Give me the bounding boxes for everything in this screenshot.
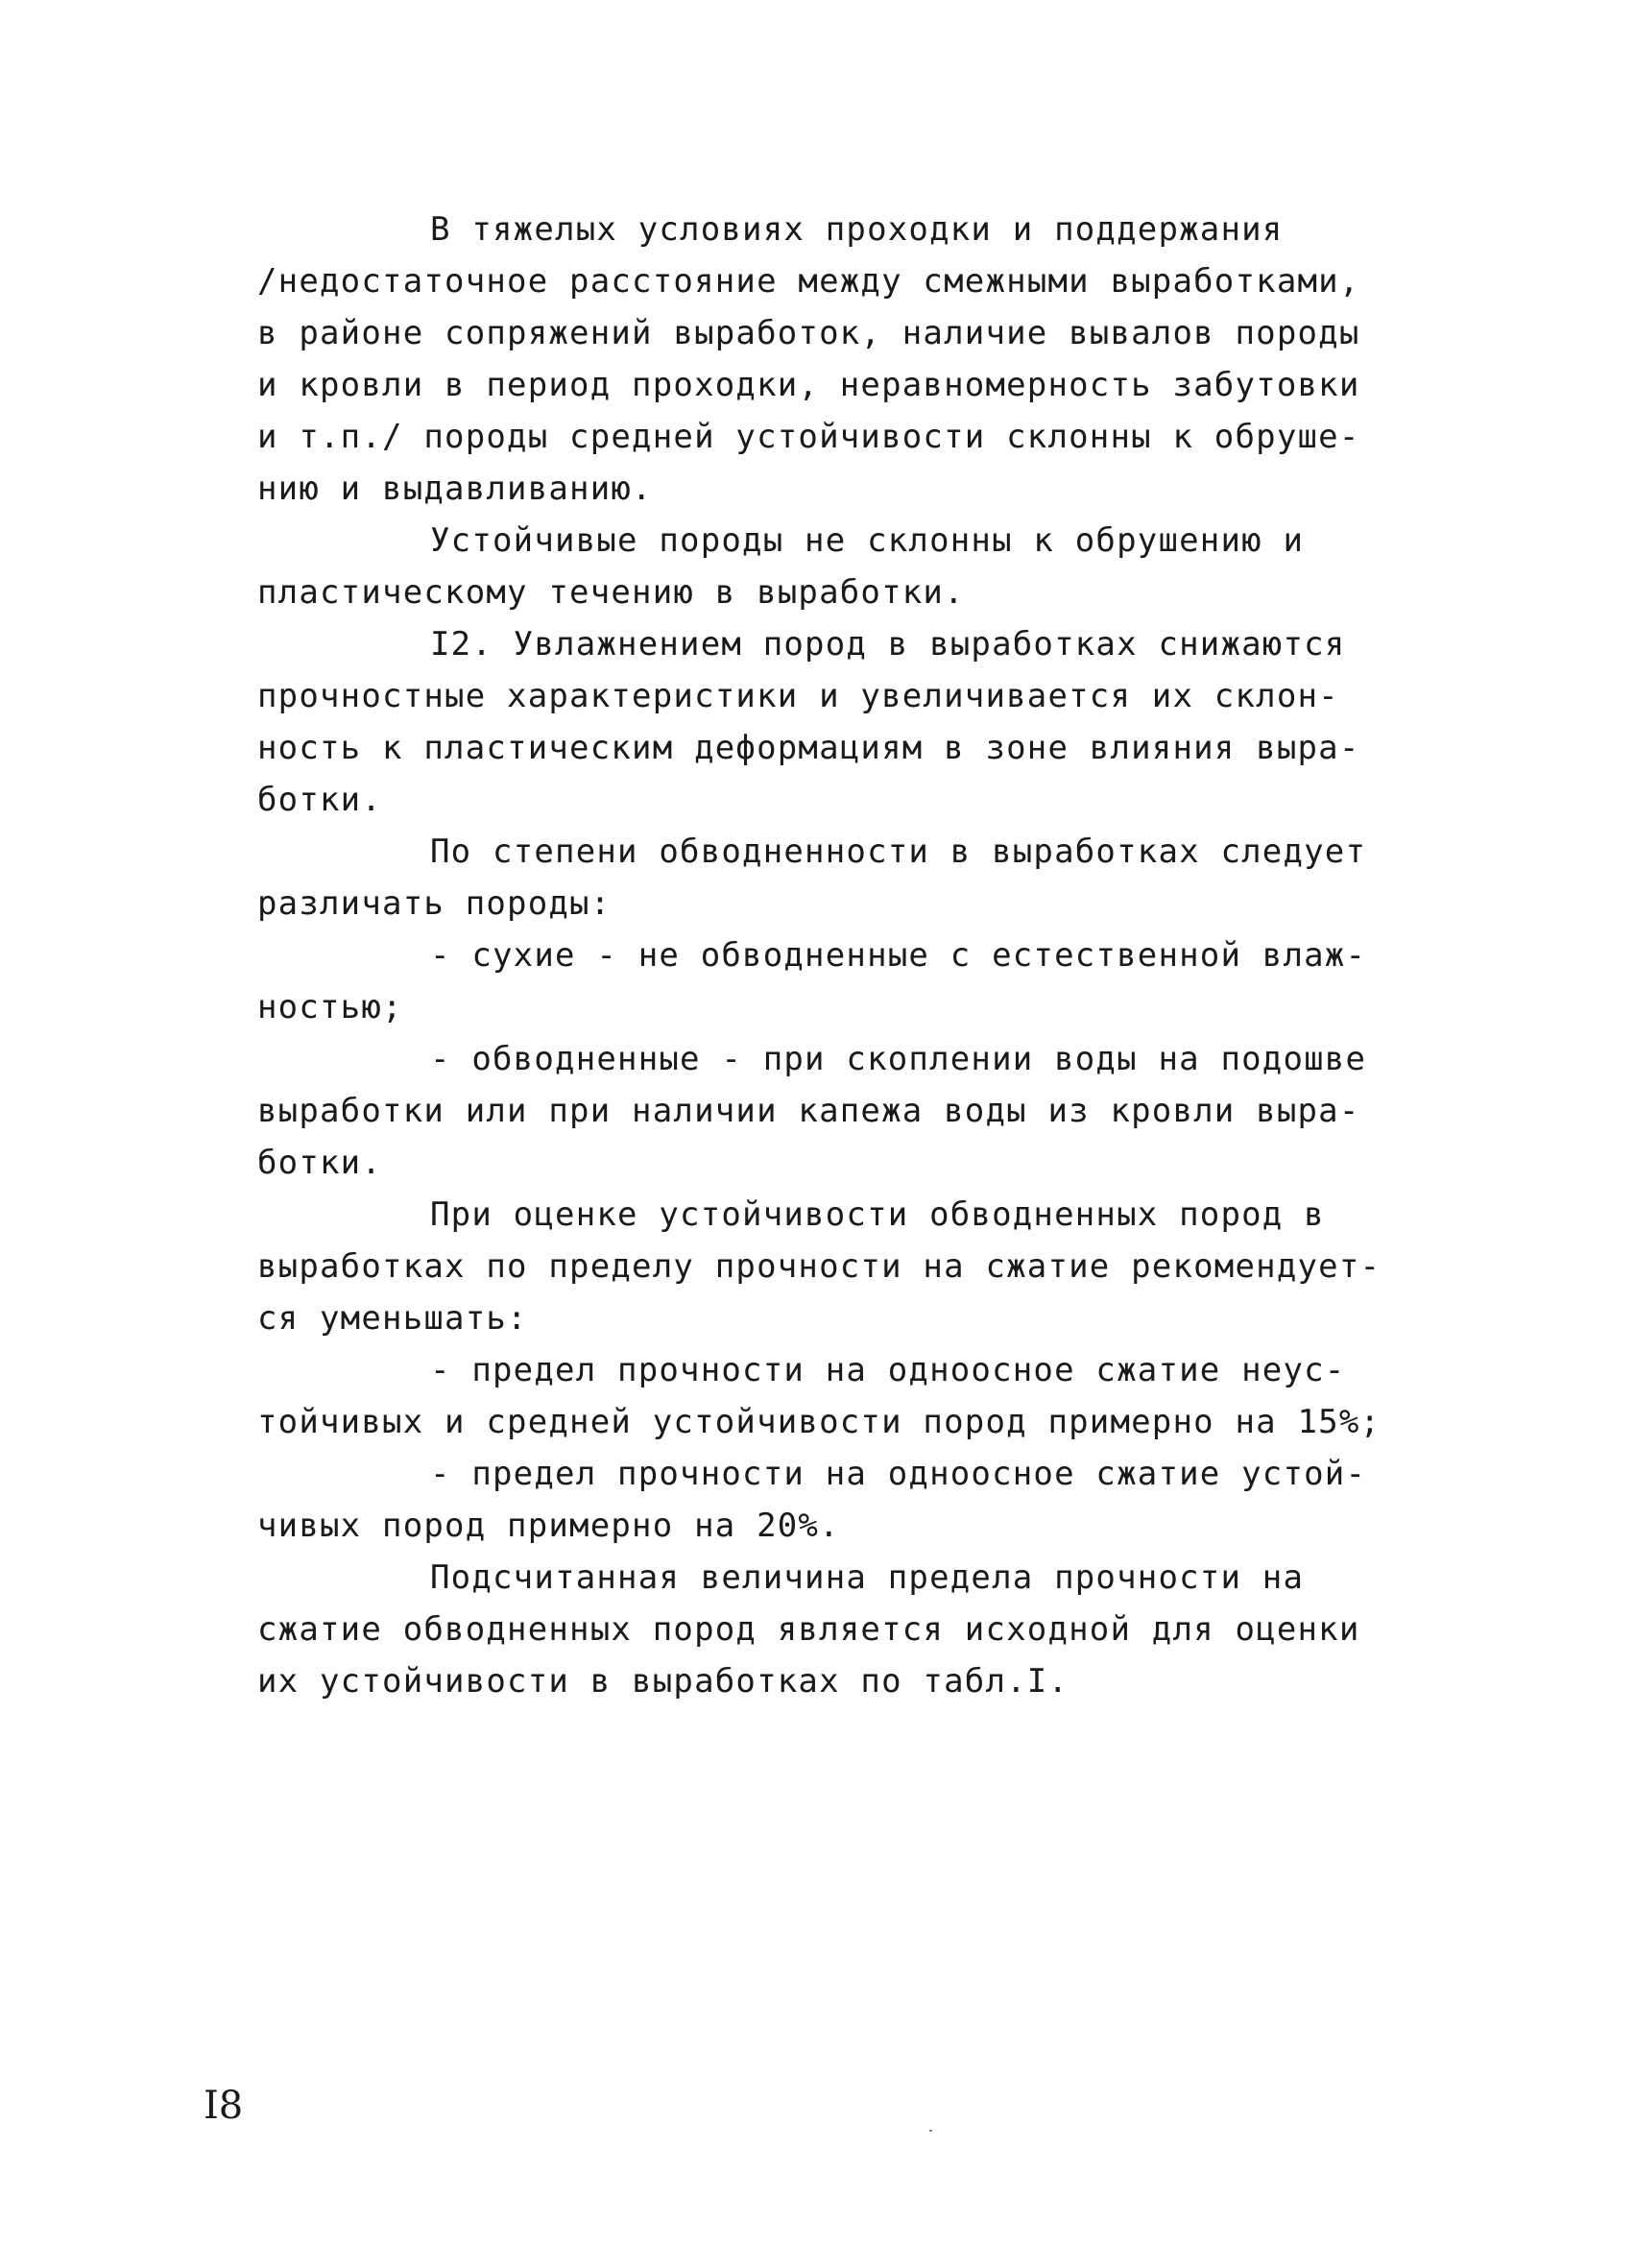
text-line: нию и выдавливанию. bbox=[257, 470, 653, 508]
text-line: выработки или при наличии капежа воды из кровли выра- bbox=[257, 1092, 1360, 1130]
text-line: ботки. bbox=[257, 1144, 383, 1182]
text-line: При оценке устойчивости обводненных пород в bbox=[430, 1195, 1325, 1234]
text-line: тойчивых и средней устойчивости пород примерно на 15%; bbox=[257, 1403, 1382, 1441]
text-line: ся уменьшать: bbox=[257, 1299, 528, 1338]
text-line: - обводненные - при скоплении воды на подошве bbox=[430, 1040, 1367, 1078]
text-line: - предел прочности на одноосное сжатие неус- bbox=[430, 1351, 1346, 1389]
text-line: различать породы: bbox=[257, 884, 612, 923]
text-line: /недостаточное расстояние между смежными выработками, bbox=[257, 262, 1360, 301]
text-line: В тяжелых условиях проходки и поддержания bbox=[430, 210, 1284, 249]
text-line: ботки. bbox=[257, 781, 383, 819]
text-line: в районе сопряжений выработок, наличие вывалов породы bbox=[257, 314, 1360, 352]
text-line: Подсчитанная величина предела прочности на bbox=[430, 1558, 1305, 1597]
text-line: - сухие - не обводненные с естественной влаж- bbox=[430, 936, 1367, 975]
scan-speck bbox=[929, 2130, 932, 2132]
text-line: прочностные характеристики и увеличивается их склон- bbox=[257, 677, 1339, 715]
text-line: сжатие обводненных пород является исходной для оценки bbox=[257, 1610, 1360, 1649]
text-line: и т.п./ породы средней устойчивости склонны к обруше- bbox=[257, 418, 1360, 456]
body-text bbox=[257, 204, 1429, 1707]
text-line: По степени обводненности в выработках следует bbox=[430, 832, 1367, 871]
page-number: I8 bbox=[204, 2084, 244, 2128]
text-line: и кровли в период проходки, неравномерность забутовки bbox=[257, 366, 1360, 404]
text-line: выработках по пределу прочности на сжатие рекомендует- bbox=[257, 1247, 1382, 1286]
text-line: I2. Увлажнением пород в выработках снижаются bbox=[430, 625, 1346, 664]
text-line: пластическому течению в выработки. bbox=[257, 573, 965, 612]
text-line: ностью; bbox=[257, 988, 403, 1026]
text-line: чивых пород примерно на 20%. bbox=[257, 1507, 840, 1545]
text-line: их устойчивости в выработках по табл.I. bbox=[257, 1662, 1069, 1701]
text-line: - предел прочности на одноосное сжатие устой- bbox=[430, 1455, 1367, 1493]
text-line: Устойчивые породы не склонны к обрушению и bbox=[430, 521, 1305, 560]
text-line: ность к пластическим деформациям в зоне влияния выра- bbox=[257, 729, 1360, 767]
